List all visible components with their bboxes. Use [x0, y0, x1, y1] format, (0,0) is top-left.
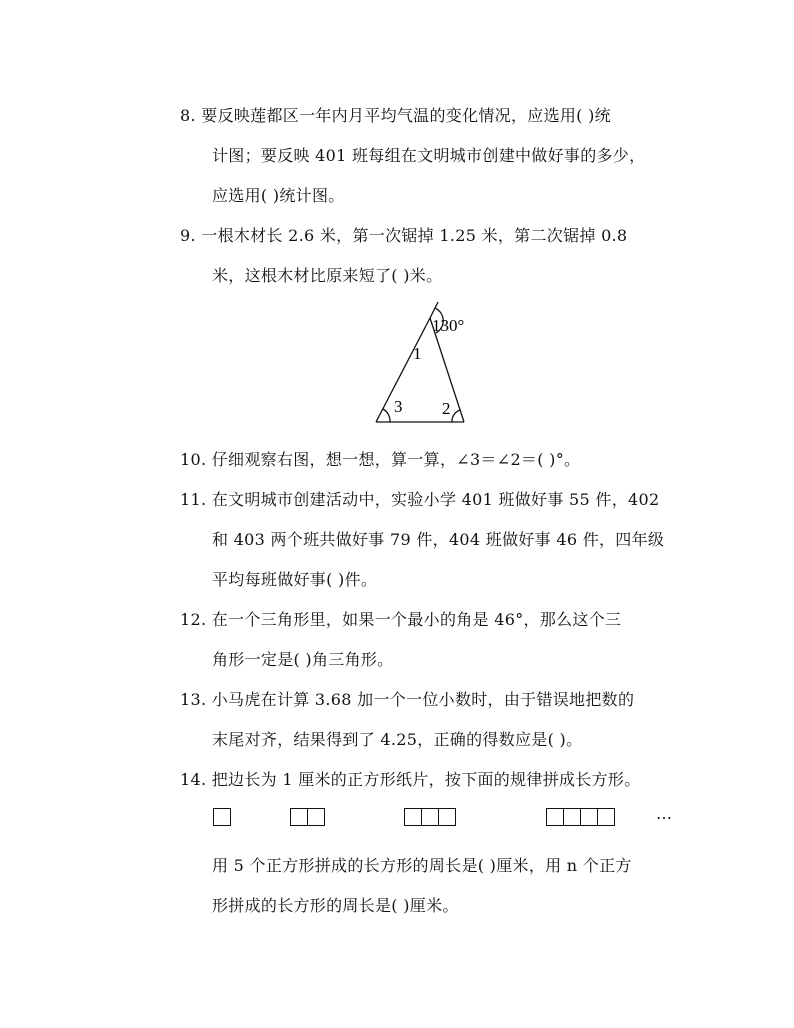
- square-group-4: [546, 808, 614, 826]
- square: [307, 808, 325, 826]
- q8-line-2: 计图；要反映 401 班每组在文明城市创建中做好事的多少，: [212, 146, 646, 165]
- q9-text-1: 一根木材长 2.6 米，第一次锯掉 1.25 米，第二次锯掉 0.8: [201, 226, 628, 245]
- q12-line-1: [180, 610, 621, 630]
- q10-line-1: [180, 450, 580, 470]
- pattern-ellipsis: …: [656, 804, 672, 823]
- square-group-1: [213, 808, 230, 826]
- angle-2-label: 2: [442, 399, 451, 418]
- square-pattern: [0, 808, 794, 830]
- square: [580, 808, 598, 826]
- q8-line-3: 应选用( )统计图。: [212, 186, 345, 205]
- q14-number: 14.: [180, 770, 207, 789]
- q13-number: 13.: [180, 690, 207, 709]
- q11-line-1: [180, 490, 659, 510]
- angle-3-label: 3: [394, 397, 403, 416]
- square: [546, 808, 564, 826]
- q14-line-2: 用 5 个正方形拼成的长方形的周长是( )厘米，用 n 个正方: [212, 856, 632, 875]
- q11-line-3: 平均每班做好事( )件。: [212, 570, 378, 589]
- q12-text-1: 在一个三角形里，如果一个最小的角是 46°，那么这个三: [211, 610, 622, 629]
- triangle-figure: [360, 298, 490, 428]
- square: [563, 808, 581, 826]
- q13-line-1: [180, 690, 634, 710]
- square-group-3: [404, 808, 455, 826]
- square-group-2: [290, 808, 324, 826]
- q9-line-1: [180, 226, 627, 246]
- q10-text-1: 仔细观察右图，想一想，算一算，∠3＝∠2＝( )°。: [211, 450, 581, 469]
- square: [404, 808, 422, 826]
- q8-number: 8.: [180, 106, 196, 125]
- q9-line-2: 米，这根木材比原来短了( )米。: [212, 266, 443, 285]
- q12-number: 12.: [180, 610, 207, 629]
- q14-text-1: 把边长为 1 厘米的正方形纸片，按下面的规律拼成长方形。: [211, 770, 641, 789]
- square: [438, 808, 456, 826]
- square: [290, 808, 308, 826]
- square: [213, 808, 231, 826]
- q13-text-1: 小马虎在计算 3.68 加一个一位小数时，由于错误地把数的: [211, 690, 635, 709]
- q11-text-1: 在文明城市创建活动中，实验小学 401 班做好事 55 件，402: [211, 490, 660, 509]
- q10-number: 10.: [180, 450, 207, 469]
- q11-number: 11.: [180, 490, 207, 509]
- square: [421, 808, 439, 826]
- q12-line-2: 角形一定是( )角三角形。: [212, 650, 394, 669]
- q11-line-2: 和 403 两个班共做好事 79 件，404 班做好事 46 件，四年级: [212, 530, 665, 549]
- angle-130-label: 130°: [432, 316, 465, 335]
- q14-line-1: [180, 770, 641, 790]
- q13-line-2: 末尾对齐，结果得到了 4.25，正确的得数应是( )。: [212, 730, 583, 749]
- q8-text-1: 要反映莲都区一年内月平均气温的变化情况，应选用( )统: [201, 106, 611, 125]
- q14-line-3: 形拼成的长方形的周长是( )厘米。: [212, 896, 459, 915]
- angle-1-label: 1: [413, 344, 422, 363]
- square: [597, 808, 615, 826]
- q8-line-1: [180, 106, 611, 126]
- q9-number: 9.: [180, 226, 196, 245]
